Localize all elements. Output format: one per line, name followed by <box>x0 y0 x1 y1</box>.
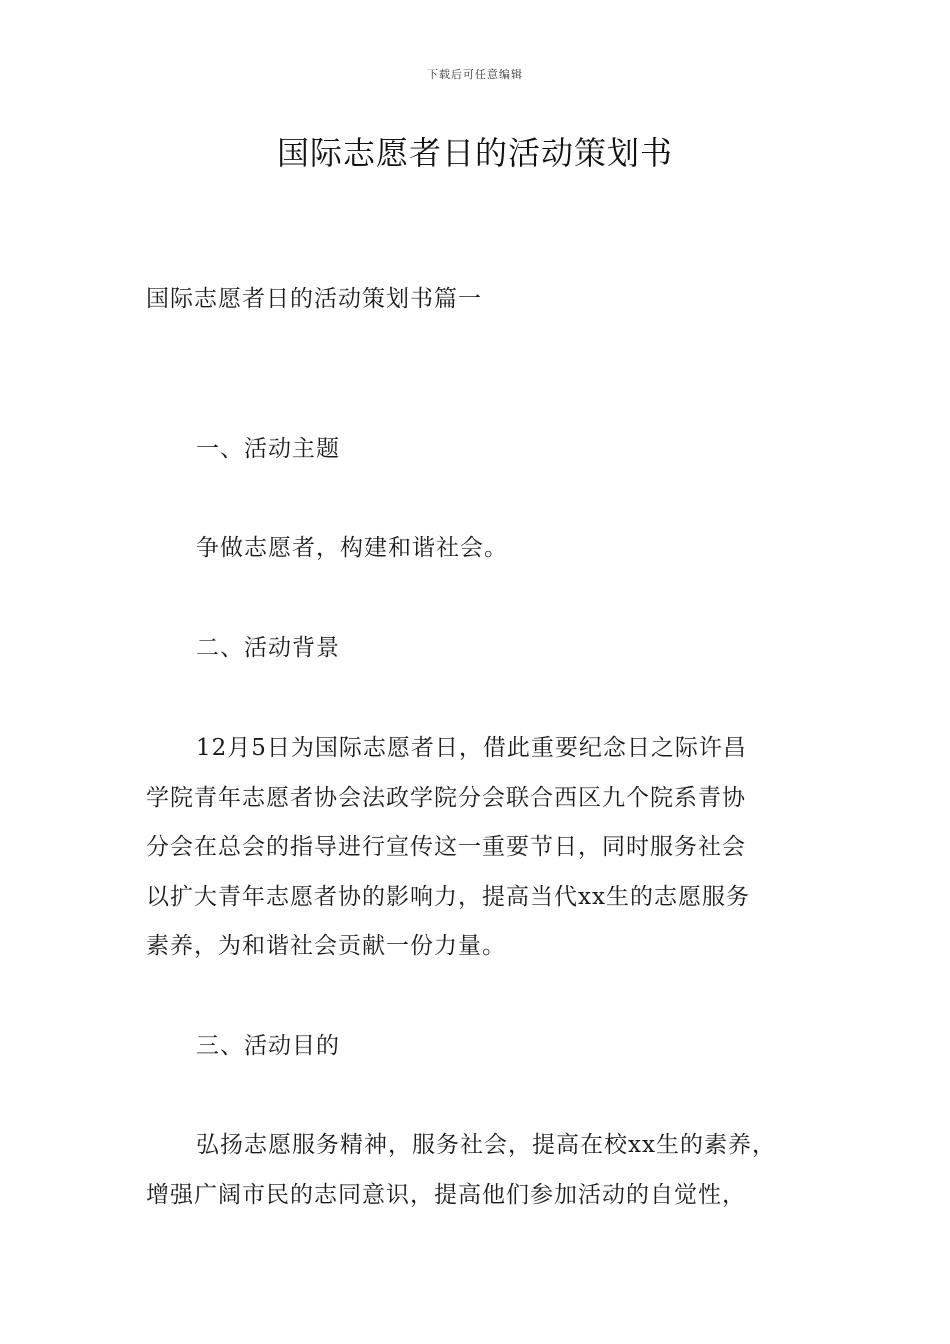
document-subtitle: 国际志愿者日的活动策划书篇一 <box>146 286 482 312</box>
header-note: 下载后可任意编辑 <box>427 68 523 81</box>
paragraph-line: 分会在总会的指导进行宣传这一重要节日，同时服务社会 <box>146 834 746 860</box>
document-title: 国际志愿者日的活动策划书 <box>276 134 673 172</box>
section-heading: 一、活动主题 <box>196 436 340 462</box>
paragraph-line: 以扩大青年志愿者协的影响力，提高当代xx生的志愿服务 <box>146 884 750 910</box>
paragraph-line: 弘扬志愿服务精神，服务社会，提高在校xx生的素养， <box>196 1132 776 1158</box>
section-heading: 二、活动背景 <box>196 635 340 661</box>
paragraph-line: 12月5日为国际志愿者日，借此重要纪念日之际许昌 <box>196 735 747 761</box>
paragraph-line: 增强广阔市民的志同意识，提高他们参加活动的自觉性， <box>146 1182 746 1208</box>
section-heading: 三、活动目的 <box>196 1033 340 1059</box>
paragraph-line: 素养，为和谐社会贡献一份力量。 <box>146 933 506 959</box>
paragraph-line: 学院青年志愿者协会法政学院分会联合西区九个院系青协 <box>146 785 746 811</box>
paragraph-line: 争做志愿者，构建和谐社会。 <box>196 535 508 561</box>
